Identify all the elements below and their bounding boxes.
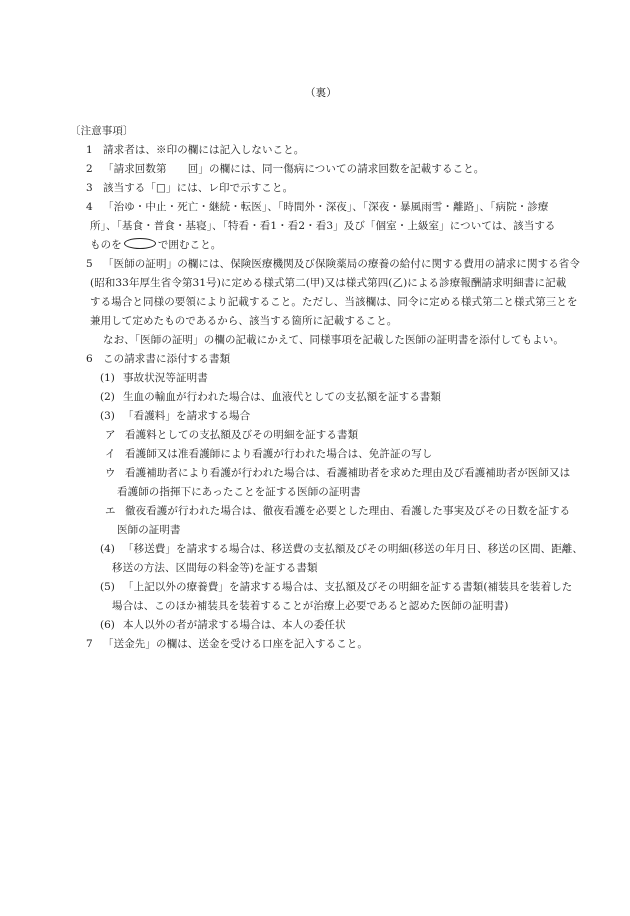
item-4-line-3 — [90, 238, 221, 252]
item-4-line-3-pre: ものを — [90, 239, 122, 251]
oval-mark-icon — [124, 238, 156, 249]
sub-3-u-line-1: 看護補助者により看護が行われた場合は、看護補助者を求めた理由及び看護補助者が医師又は — [125, 467, 571, 479]
sub-6-number: (6) — [100, 619, 115, 631]
item-5-line-3: する場合と同様の要領により記載すること。ただし、当該欄は、同令に定める様式第二と様式第三とを — [90, 296, 578, 308]
sub-2-text: 生血の輸血が行われた場合は、血液代としての支払額を証する書類 — [123, 391, 441, 403]
sub-5-line-2: 場合は、このほか補装具を装着することが治療上必要であると認めた医師の証明書) — [112, 600, 509, 612]
item-6-text: この請求書に添付する書類 — [103, 353, 231, 365]
item-3-number: 3 — [86, 182, 93, 194]
notes-title: 〔注意事項〕 — [70, 125, 134, 137]
item-4-line-2: 所」、「基食・普食・基寝」、「特看・看1・看2・看3」及び「個室・上級室」については、該当する — [90, 220, 556, 232]
sub-3-e-line-2: 医師の証明書 — [117, 524, 181, 536]
sub-3-text: 「看護料」を請求する場合 — [123, 410, 251, 422]
item-5-line-1: 「医師の証明」の欄には、保険医療機関及び保険薬局の療養の給付に関する費用の請求に関する省令 — [103, 258, 580, 270]
sub-6-text: 本人以外の者が請求する場合は、本人の委任状 — [123, 619, 346, 631]
sub-4-number: (4) — [100, 543, 115, 555]
sub-4-line-1: 「移送費」を請求する場合は、移送費の支払額及びその明細(移送の年月日、移送の区間、距離、 — [123, 543, 583, 555]
sub-1-number: (1) — [100, 372, 115, 384]
item-4-line-1: 「治ゆ・中止・死亡・継続・転医」、「時間外・深夜」、「深夜・暴風雨雪・離路」、「病院・診療 — [103, 201, 549, 213]
sub-5-number: (5) — [100, 581, 115, 593]
sub-3-i-number: イ — [105, 448, 116, 460]
page-heading: （裏） — [305, 87, 337, 99]
item-5-line-4: 兼用して定めたものであるから、該当する箇所に記載すること。 — [90, 315, 398, 327]
sub-3-a-text: 看護料としての支払額及びその明細を証する書類 — [125, 429, 359, 441]
item-2-text: 「請求回数第 回」の欄には、同一傷病についての請求回数を記載すること。 — [103, 163, 485, 175]
sub-3-e-number: エ — [105, 505, 116, 517]
sub-3-i-text: 看護師又は准看護師により看護が行われた場合は、免許証の写し — [125, 448, 433, 460]
sub-1-text: 事故状況等証明書 — [123, 372, 208, 384]
item-5-line-2: (昭和33年厚生省令第31号)に定める様式第二(甲)又は様式第四(乙)による診療報酬請求明細書に記載 — [90, 277, 567, 289]
sub-3-number: (3) — [100, 410, 115, 422]
sub-3-e-line-1: 徹夜看護が行われた場合は、徹夜看護を必要とした理由、看護した事実及びその日数を証する — [125, 505, 571, 517]
sub-3-u-number: ウ — [105, 467, 116, 479]
item-5-line-5: なお、「医師の証明」の欄の記載にかえて、同様事項を記載した医師の証明書を添付してもよい。 — [103, 334, 564, 346]
sub-5-line-1: 「上記以外の療養費」を請求する場合は、支払額及びその明細を証する書類(補装具を装着した — [123, 581, 573, 593]
item-7-text: 「送金先」の欄は、送金を受ける口座を記入すること。 — [103, 638, 368, 650]
sub-2-number: (2) — [100, 391, 115, 403]
item-4-number: 4 — [86, 201, 93, 213]
sub-3-u-line-2: 看護師の指揮下にあったことを証する医師の証明書 — [117, 486, 361, 498]
item-1-number: 1 — [86, 144, 93, 156]
item-3-text: 該当する「□」には、レ印で示すこと。 — [103, 182, 294, 194]
item-2-number: 2 — [86, 163, 93, 175]
item-1-text: 請求者は、※印の欄には記入しないこと。 — [103, 144, 305, 156]
item-4-line-3-post: で囲むこと。 — [157, 239, 222, 251]
item-6-number: 6 — [86, 353, 93, 365]
item-7-number: 7 — [86, 638, 93, 650]
item-5-number: 5 — [86, 258, 93, 270]
sub-4-line-2: 移送の方法、区間毎の料金等)を証する書類 — [112, 562, 318, 574]
sub-3-a-number: ア — [105, 429, 116, 441]
